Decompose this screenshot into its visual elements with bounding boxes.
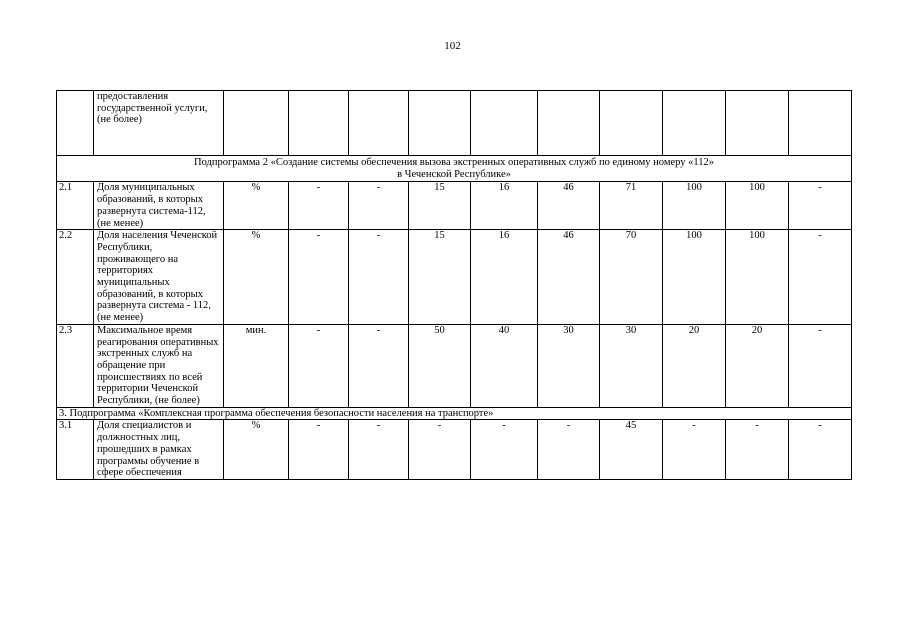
- value-cell: -: [349, 420, 409, 480]
- table-row: [57, 324, 852, 407]
- row-number: 2.2: [57, 230, 94, 325]
- section-title: Подпрограмма 2 «Создание системы обеспечения вызова экстренных оперативных служб по единому номеру «112» в Чеченской Республике»: [57, 156, 852, 182]
- value-cell: 45: [600, 420, 663, 480]
- value-cell: -: [289, 324, 349, 407]
- value-cell: 15: [409, 182, 471, 230]
- indicator-name: Максимальное время реагирования оперативных экстренных служб на обращение при происшествиях по всей территории Чеченской Республики, (не более): [94, 324, 224, 407]
- value-cell: 30: [538, 324, 600, 407]
- table-row-continuation: [57, 91, 852, 156]
- value-cell: 46: [538, 182, 600, 230]
- value-cell: 16: [471, 230, 538, 325]
- table-row: [57, 230, 852, 325]
- value-cell: 16: [471, 182, 538, 230]
- value-cell: -: [289, 420, 349, 480]
- value-cell: -: [349, 324, 409, 407]
- indicators-table: [56, 90, 852, 480]
- unit-cell: %: [224, 420, 289, 480]
- indicator-name: предоставления государственной услуги, (не более): [94, 91, 224, 156]
- value-cell: -: [349, 230, 409, 325]
- indicator-name: Доля населения Чеченской Республики, проживающего на территориях муниципальных образований, в которых развернута система - 112, (не менее): [94, 230, 224, 325]
- value-cell: -: [538, 420, 600, 480]
- value-cell: 100: [663, 182, 726, 230]
- value-cell: -: [471, 420, 538, 480]
- value-cell: 15: [409, 230, 471, 325]
- table-row: [57, 182, 852, 230]
- value-cell: -: [726, 420, 789, 480]
- value-cell: -: [409, 420, 471, 480]
- value-cell: 70: [600, 230, 663, 325]
- value-cell: -: [289, 182, 349, 230]
- value-cell: 20: [663, 324, 726, 407]
- value-cell: 100: [663, 230, 726, 325]
- value-cell: 100: [726, 182, 789, 230]
- unit-cell: %: [224, 230, 289, 325]
- value-cell: -: [663, 420, 726, 480]
- row-number: 2.3: [57, 324, 94, 407]
- indicator-name: Доля специалистов и должностных лиц, прошедших в рамках программы обучение в сфере обеспечения: [94, 420, 224, 480]
- unit-cell: %: [224, 182, 289, 230]
- unit-cell: мин.: [224, 324, 289, 407]
- value-cell: -: [789, 420, 852, 480]
- value-cell: -: [789, 182, 852, 230]
- value-cell: 71: [600, 182, 663, 230]
- value-cell: 100: [726, 230, 789, 325]
- section-header-row: [57, 156, 852, 182]
- row-number: 2.1: [57, 182, 94, 230]
- section-title: 3. Подпрограмма «Комплексная программа обеспечения безопасности населения на транспорте»: [57, 407, 852, 420]
- table-row: [57, 420, 852, 480]
- page-number: 102: [444, 40, 461, 52]
- section-header-row: [57, 407, 852, 420]
- indicator-name: Доля муниципальных образований, в которых развернута система-112, (не менее): [94, 182, 224, 230]
- value-cell: -: [789, 230, 852, 325]
- value-cell: -: [349, 182, 409, 230]
- value-cell: 30: [600, 324, 663, 407]
- value-cell: -: [289, 230, 349, 325]
- row-number: 3.1: [57, 420, 94, 480]
- value-cell: 46: [538, 230, 600, 325]
- value-cell: -: [789, 324, 852, 407]
- value-cell: 50: [409, 324, 471, 407]
- value-cell: 20: [726, 324, 789, 407]
- value-cell: 40: [471, 324, 538, 407]
